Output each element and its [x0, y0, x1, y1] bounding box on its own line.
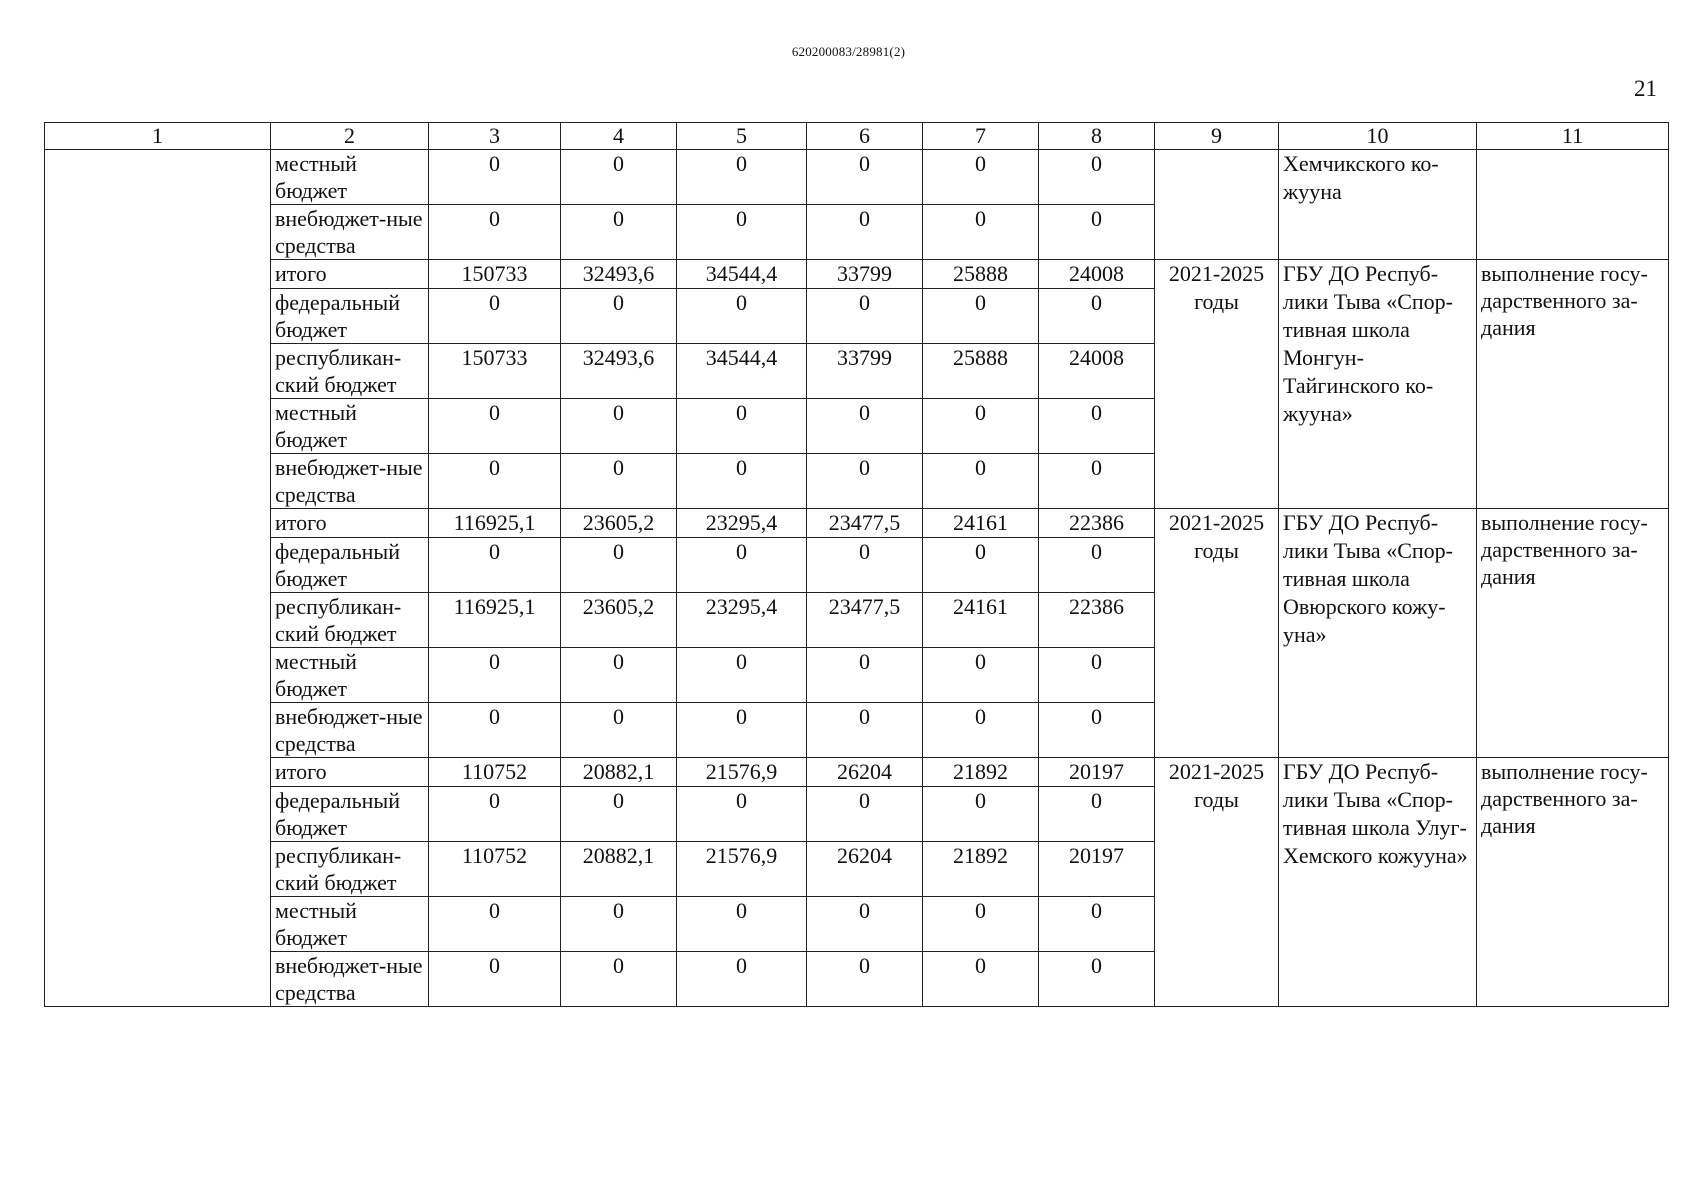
- value-cell: 0: [677, 289, 807, 344]
- value-cell: 0: [677, 897, 807, 952]
- period-cell: 2021-2025 годы: [1155, 509, 1279, 758]
- value-cell: 0: [923, 150, 1039, 205]
- column-header: 8: [1039, 123, 1155, 150]
- value-cell: 0: [561, 703, 677, 758]
- value-cell: 0: [923, 289, 1039, 344]
- funding-source-cell: итого: [271, 509, 429, 538]
- value-cell: 0: [923, 703, 1039, 758]
- value-cell: 0: [561, 952, 677, 1007]
- value-cell: 0: [923, 399, 1039, 454]
- table-row: [45, 758, 1669, 787]
- value-cell: 0: [807, 150, 923, 205]
- value-cell: 0: [429, 454, 561, 509]
- value-cell: 0: [1039, 454, 1155, 509]
- executor-cell: ГБУ ДО Респуб-лики Тыва «Спор-тивная школа Монгун-Тайгинского ко-жууна»: [1279, 260, 1477, 509]
- value-cell: 33799: [807, 260, 923, 289]
- column-number-row: [45, 123, 1669, 150]
- value-cell: 150733: [429, 260, 561, 289]
- value-cell: 0: [429, 648, 561, 703]
- column-header: 10: [1279, 123, 1477, 150]
- value-cell: 0: [677, 952, 807, 1007]
- value-cell: 0: [1039, 703, 1155, 758]
- value-cell: 0: [677, 648, 807, 703]
- value-cell: 150733: [429, 344, 561, 399]
- value-cell: 23477,5: [807, 509, 923, 538]
- value-cell: 0: [677, 538, 807, 593]
- value-cell: 0: [807, 787, 923, 842]
- value-cell: 0: [923, 648, 1039, 703]
- value-cell: 0: [429, 897, 561, 952]
- value-cell: 0: [1039, 289, 1155, 344]
- funding-source-cell: внебюджет-ные средства: [271, 703, 429, 758]
- table-row: [45, 260, 1669, 289]
- value-cell: 0: [923, 787, 1039, 842]
- value-cell: 110752: [429, 758, 561, 787]
- value-cell: 0: [677, 454, 807, 509]
- value-cell: 0: [1039, 787, 1155, 842]
- value-cell: 0: [1039, 538, 1155, 593]
- value-cell: 20882,1: [561, 842, 677, 897]
- value-cell: 34544,4: [677, 344, 807, 399]
- column-header: 7: [923, 123, 1039, 150]
- value-cell: 0: [561, 399, 677, 454]
- value-cell: 24161: [923, 593, 1039, 648]
- result-cell: [1477, 150, 1669, 260]
- value-cell: 22386: [1039, 593, 1155, 648]
- value-cell: 0: [923, 897, 1039, 952]
- value-cell: 20197: [1039, 842, 1155, 897]
- funding-source-cell: итого: [271, 260, 429, 289]
- value-cell: 32493,6: [561, 344, 677, 399]
- period-cell: 2021-2025 годы: [1155, 758, 1279, 1007]
- value-cell: 0: [561, 454, 677, 509]
- value-cell: 0: [429, 205, 561, 260]
- value-cell: 0: [1039, 897, 1155, 952]
- value-cell: 0: [429, 952, 561, 1007]
- funding-source-cell: республикан-ский бюджет: [271, 593, 429, 648]
- value-cell: 0: [807, 952, 923, 1007]
- funding-source-cell: республикан-ский бюджет: [271, 842, 429, 897]
- table-row: [45, 150, 1669, 205]
- funding-source-cell: федеральный бюджет: [271, 289, 429, 344]
- funding-source-cell: местный бюджет: [271, 399, 429, 454]
- value-cell: 24008: [1039, 260, 1155, 289]
- budget-table: [44, 122, 1669, 1007]
- value-cell: 32493,6: [561, 260, 677, 289]
- value-cell: 0: [429, 289, 561, 344]
- period-cell: [1155, 150, 1279, 260]
- period-cell: 2021-2025 годы: [1155, 260, 1279, 509]
- value-cell: 25888: [923, 344, 1039, 399]
- value-cell: 20882,1: [561, 758, 677, 787]
- value-cell: 23295,4: [677, 593, 807, 648]
- value-cell: 0: [429, 538, 561, 593]
- value-cell: 0: [807, 703, 923, 758]
- value-cell: 24161: [923, 509, 1039, 538]
- value-cell: 0: [807, 648, 923, 703]
- document-id: 620200083/28981(2): [791, 44, 906, 59]
- value-cell: 34544,4: [677, 260, 807, 289]
- result-cell: выполнение госу-дарственного за-дания: [1477, 758, 1669, 1007]
- value-cell: 21892: [923, 842, 1039, 897]
- executor-cell: ГБУ ДО Респуб-лики Тыва «Спор-тивная школа Улуг-Хемского кожууна»: [1279, 758, 1477, 1007]
- value-cell: 21892: [923, 758, 1039, 787]
- column-header: 2: [271, 123, 429, 150]
- value-cell: 23477,5: [807, 593, 923, 648]
- funding-source-cell: местный бюджет: [271, 150, 429, 205]
- empty-cell: [45, 150, 271, 1007]
- value-cell: 22386: [1039, 509, 1155, 538]
- value-cell: 21576,9: [677, 842, 807, 897]
- table-header: [45, 123, 1669, 150]
- value-cell: 0: [429, 787, 561, 842]
- value-cell: 0: [807, 897, 923, 952]
- value-cell: 0: [1039, 648, 1155, 703]
- value-cell: 0: [429, 703, 561, 758]
- page-number: 21: [1634, 76, 1657, 101]
- value-cell: 0: [677, 787, 807, 842]
- column-header: 5: [677, 123, 807, 150]
- value-cell: 0: [561, 150, 677, 205]
- column-header: 11: [1477, 123, 1669, 150]
- value-cell: 0: [561, 289, 677, 344]
- column-header: 1: [45, 123, 271, 150]
- column-header: 6: [807, 123, 923, 150]
- value-cell: 0: [807, 454, 923, 509]
- value-cell: 26204: [807, 758, 923, 787]
- value-cell: 0: [1039, 399, 1155, 454]
- value-cell: 0: [561, 648, 677, 703]
- value-cell: 0: [677, 399, 807, 454]
- value-cell: 24008: [1039, 344, 1155, 399]
- value-cell: 23295,4: [677, 509, 807, 538]
- value-cell: 0: [561, 538, 677, 593]
- value-cell: 23605,2: [561, 593, 677, 648]
- funding-source-cell: местный бюджет: [271, 648, 429, 703]
- result-cell: выполнение госу-дарственного за-дания: [1477, 509, 1669, 758]
- value-cell: 23605,2: [561, 509, 677, 538]
- value-cell: 116925,1: [429, 593, 561, 648]
- value-cell: 25888: [923, 260, 1039, 289]
- value-cell: 0: [923, 454, 1039, 509]
- value-cell: 0: [429, 150, 561, 205]
- value-cell: 0: [677, 703, 807, 758]
- funding-source-cell: федеральный бюджет: [271, 538, 429, 593]
- value-cell: 0: [923, 538, 1039, 593]
- value-cell: 0: [1039, 150, 1155, 205]
- value-cell: 0: [807, 289, 923, 344]
- funding-source-cell: внебюджет-ные средства: [271, 205, 429, 260]
- value-cell: 0: [561, 787, 677, 842]
- value-cell: 0: [1039, 205, 1155, 260]
- value-cell: 0: [677, 205, 807, 260]
- funding-source-cell: итого: [271, 758, 429, 787]
- value-cell: 0: [923, 205, 1039, 260]
- value-cell: 0: [807, 205, 923, 260]
- funding-source-cell: внебюджет-ные средства: [271, 454, 429, 509]
- value-cell: 0: [561, 897, 677, 952]
- column-header: 4: [561, 123, 677, 150]
- funding-source-cell: федеральный бюджет: [271, 787, 429, 842]
- value-cell: 33799: [807, 344, 923, 399]
- column-header: 3: [429, 123, 561, 150]
- value-cell: 0: [807, 399, 923, 454]
- value-cell: 0: [429, 399, 561, 454]
- value-cell: 26204: [807, 842, 923, 897]
- result-cell: выполнение госу-дарственного за-дания: [1477, 260, 1669, 509]
- value-cell: 116925,1: [429, 509, 561, 538]
- executor-cell: Хемчикского ко-жууна: [1279, 150, 1477, 260]
- table-row: [45, 509, 1669, 538]
- funding-source-cell: республикан-ский бюджет: [271, 344, 429, 399]
- value-cell: 0: [1039, 952, 1155, 1007]
- value-cell: 0: [807, 538, 923, 593]
- value-cell: 20197: [1039, 758, 1155, 787]
- value-cell: 110752: [429, 842, 561, 897]
- value-cell: 0: [561, 205, 677, 260]
- value-cell: 21576,9: [677, 758, 807, 787]
- value-cell: 0: [923, 952, 1039, 1007]
- value-cell: 0: [677, 150, 807, 205]
- executor-cell: ГБУ ДО Респуб-лики Тыва «Спор-тивная школа Овюрского кожу-уна»: [1279, 509, 1477, 758]
- funding-source-cell: местный бюджет: [271, 897, 429, 952]
- column-header: 9: [1155, 123, 1279, 150]
- table-body: [45, 150, 1669, 1007]
- funding-source-cell: внебюджет-ные средства: [271, 952, 429, 1007]
